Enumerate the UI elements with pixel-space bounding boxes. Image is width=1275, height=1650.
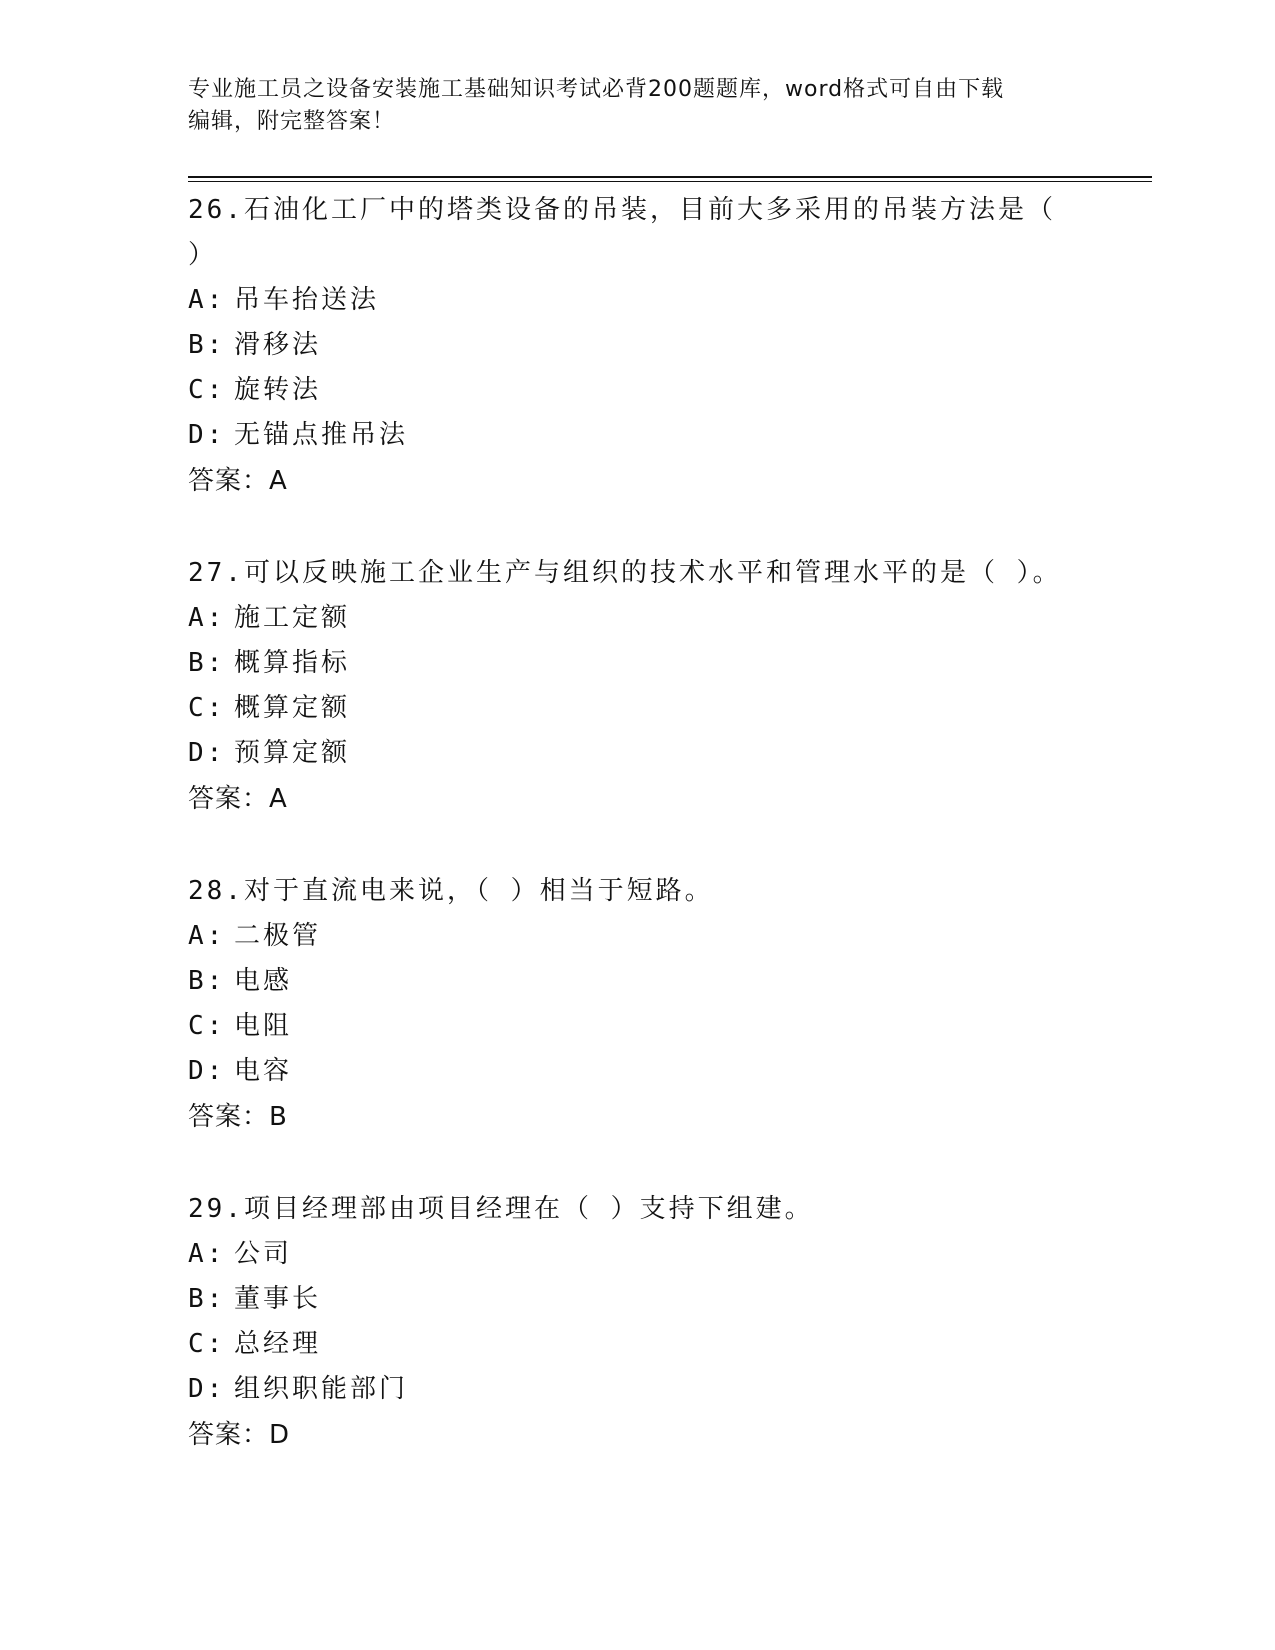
question-29 (188, 1187, 1088, 1458)
option-text: 概算指标 (234, 648, 351, 678)
option-text: 总经理 (234, 1329, 322, 1359)
option-d (188, 1049, 1088, 1094)
answer-line: 答案：D (188, 1420, 291, 1450)
option-c (188, 368, 1088, 413)
option-letter: B: (188, 330, 226, 360)
option-letter: D: (188, 1056, 226, 1086)
option-text: 无锚点推吊法 (234, 420, 409, 450)
option-letter: C: (188, 1329, 226, 1359)
option-text: 公司 (234, 1239, 293, 1269)
option-b (188, 959, 1088, 1004)
question-stem: 29.项目经理部由项目经理在（ ）支持下组建。 (188, 1194, 814, 1224)
header-divider-thin (188, 181, 1152, 182)
question-27 (188, 551, 1088, 822)
option-text: 施工定额 (234, 603, 351, 633)
option-b (188, 323, 1088, 368)
option-a (188, 596, 1088, 641)
option-text: 电容 (234, 1056, 293, 1086)
option-letter: A: (188, 603, 226, 633)
option-text: 组织职能部门 (234, 1374, 409, 1404)
question-stem-continued: ） (188, 240, 218, 270)
option-a (188, 914, 1088, 959)
question-stem: 26.石油化工厂中的塔类设备的吊装，目前大多采用的吊装方法是（ (188, 195, 1056, 225)
option-text: 二极管 (234, 921, 322, 951)
option-text: 旋转法 (234, 375, 322, 405)
option-letter: D: (188, 1374, 226, 1404)
option-text: 概算定额 (234, 693, 351, 723)
option-d (188, 1367, 1088, 1412)
question-stem: 27.可以反映施工企业生产与组织的技术水平和管理水平的是（ ）。 (188, 558, 1062, 588)
option-text: 吊车抬送法 (234, 285, 380, 315)
option-d (188, 413, 1088, 458)
option-letter: C: (188, 1011, 226, 1041)
option-d (188, 731, 1088, 776)
option-letter: B: (188, 648, 226, 678)
option-text: 滑移法 (234, 330, 322, 360)
header-line-1: 专业施工员之设备安装施工基础知识考试必背200题题库，word格式可自由下载 (188, 77, 1005, 102)
option-text: 电阻 (234, 1011, 293, 1041)
option-text: 电感 (234, 966, 293, 996)
option-a (188, 278, 1088, 323)
answer-line: 答案：B (188, 1102, 288, 1132)
option-b (188, 641, 1088, 686)
question-list (188, 188, 1088, 1505)
option-c (188, 1322, 1088, 1367)
document-header (188, 74, 1088, 138)
header-divider-thick (188, 176, 1152, 178)
option-letter: C: (188, 375, 226, 405)
option-letter: B: (188, 1284, 226, 1314)
option-text: 预算定额 (234, 738, 351, 768)
option-letter: A: (188, 1239, 226, 1269)
answer-line: 答案：A (188, 784, 288, 814)
option-letter: D: (188, 738, 226, 768)
option-letter: A: (188, 285, 226, 315)
question-26 (188, 188, 1088, 504)
option-letter: C: (188, 693, 226, 723)
option-c (188, 686, 1088, 731)
option-letter: B: (188, 966, 226, 996)
header-line-2: 编辑，附完整答案！ (188, 109, 396, 134)
question-stem: 28.对于直流电来说，（ ）相当于短路。 (188, 876, 714, 906)
option-letter: D: (188, 420, 226, 450)
option-b (188, 1277, 1088, 1322)
answer-line: 答案：A (188, 466, 288, 496)
option-c (188, 1004, 1088, 1049)
question-28 (188, 869, 1088, 1140)
option-a (188, 1232, 1088, 1277)
option-letter: A: (188, 921, 226, 951)
option-text: 董事长 (234, 1284, 322, 1314)
